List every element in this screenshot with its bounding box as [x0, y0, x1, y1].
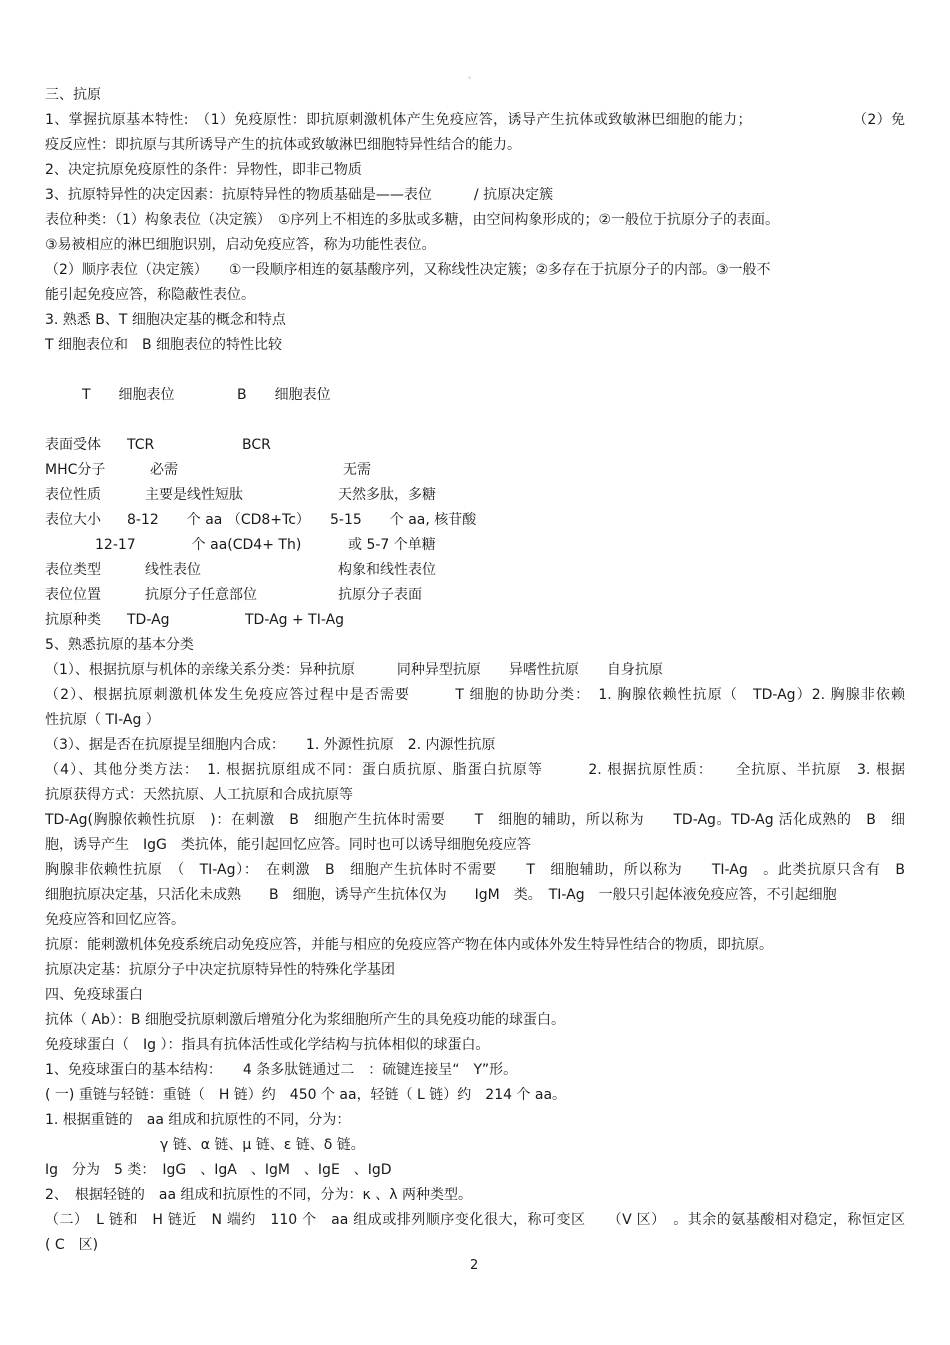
- text-line: （3）、据是否在抗原提呈细胞内合成： 1. 外源性抗原 2. 内源性抗原: [45, 737, 496, 753]
- heading-classification: 5、熟悉抗原的基本分类: [45, 637, 194, 653]
- text-line: 免疫应答和回忆应答。: [45, 912, 185, 928]
- page-number: 2: [470, 1258, 479, 1273]
- text-line: 3、抗原特异性的决定因素：抗原特异性的物质基础是——表位 / 抗原决定簇: [45, 187, 554, 203]
- table-cell: 或 5-7 个单糖: [348, 537, 436, 553]
- table-cell: 抗原种类: [45, 612, 101, 628]
- text-line: 免疫球蛋白（ Ig ）：指具有抗体活性或化学结构与抗体相似的球蛋白。: [45, 1037, 490, 1053]
- text-line: 1. 根据重链的 aa 组成和抗原性的不同，分为：: [45, 1112, 351, 1128]
- text-line: 抗体（ Ab）：B 细胞受抗原刺激后增殖分化为浆细胞所产生的具免疫功能的球蛋白。: [45, 1012, 565, 1028]
- text-line: 表位种类：（1）构象表位（决定簇） ①序列上不相连的多肽或多糖，由空间构象形成的；②一般位于抗原分子的表面。: [45, 212, 780, 228]
- text-line: 细胞抗原决定基，只活化未成熟 B 细胞，诱导产生抗体仅为 IgM 类。 TI-Ag 一般只引起体液免疫应答，不引起细胞: [45, 887, 837, 903]
- text-line: 2、 根据轻链的 aa 组成和抗原性的不同，分为：κ 、λ 两种类型。: [45, 1187, 472, 1203]
- text-line: （2）顺序表位（决定簇） ①一段顺序相连的氨基酸序列，又称线性决定簇；②多存在于抗原分子的内部。③一般不: [45, 262, 771, 278]
- table-cell: 表位性质: [45, 487, 101, 503]
- text-line: 2、决定抗原免疫原性的条件：异物性，即非己物质: [45, 162, 362, 178]
- top-mark: 。: [468, 71, 478, 81]
- text-line: ③易被相应的淋巴细胞识别，启动免疫应答，称为功能性表位。: [45, 237, 436, 253]
- table-cell: TCR: [127, 437, 155, 453]
- table-cell: MHC分子: [45, 462, 106, 478]
- text-line: （2）、根据抗原刺激机体发生免疫应答过程中是否需要 T 细胞的协助分类： 1. 胸腺依赖性抗原（ TD-Ag）2. 胸腺非依赖: [45, 687, 905, 703]
- table-cell: 表位大小: [45, 512, 101, 528]
- table-cell: 表位类型: [45, 562, 101, 578]
- text-line: 性抗原（ TI-Ag ）: [45, 712, 160, 728]
- text-line: 1、掌握抗原基本特性: （1）免疫原性：即抗原刺激机体产生免疫应答，诱导产生抗体或致敏淋巴细胞的能力； （2）免: [45, 112, 905, 128]
- table-cell: 12-17 个 aa(CD4+ Th): [95, 537, 302, 553]
- text-line: （1）、根据抗原与机体的亲缘关系分类：异种抗原 同种异型抗原 异嗜性抗原 自身抗原: [45, 662, 663, 678]
- table-header-t: T 细胞表位: [82, 387, 175, 403]
- text-line: γ 链、α 链、μ 链、ε 链、δ 链。: [160, 1137, 365, 1153]
- text-line: Ig 分为 5 类： IgG 、IgA 、IgM 、IgE 、IgD: [45, 1162, 392, 1178]
- table-cell: 主要是线性短肽: [145, 487, 243, 503]
- heading-immunoglobulin: 四、免疫球蛋白: [45, 987, 143, 1003]
- text-line: ( 一) 重链与轻链：重链（ H 链）约 450 个 aa，轻链（ L 链）约 214 个 aa。: [45, 1087, 567, 1103]
- table-cell: 表位位置: [45, 587, 101, 603]
- heading-antigen: 三、抗原: [45, 87, 101, 103]
- table-cell: 必需: [150, 462, 178, 478]
- table-cell: 抗原分子表面: [338, 587, 422, 603]
- table-cell: TD-Ag: [127, 612, 170, 628]
- text-line: 疫反应性：即抗原与其所诱导产生的抗体或致敏淋巴细胞特异性结合的能力。: [45, 137, 521, 153]
- text-line: 胸腺非依赖性抗原 （ TI-Ag）： 在刺激 B 细胞产生抗体时不需要 T 细胞辅助，所以称为 TI-Ag 。此类抗原只含有 B: [45, 862, 905, 878]
- text-line: 1、免疫球蛋白的基本结构： 4 条多肽链通过二 ：硫键连接呈“ Y”形。: [45, 1062, 518, 1078]
- table-cell: 8-12 个 aa （CD8+Tc）: [127, 512, 310, 528]
- text-line: 抗原决定基：抗原分子中决定抗原特异性的特殊化学基团: [45, 962, 395, 978]
- text-line: （二） L 链和 H 链近 N 端约 110 个 aa 组成或排列顺序变化很大，称可变区 （V 区） 。其余的氨基酸相对稳定，称恒定区: [45, 1212, 905, 1228]
- text-line: 能引起免疫应答，称隐蔽性表位。: [45, 287, 255, 303]
- table-cell: 无需: [343, 462, 371, 478]
- table-cell: 抗原分子任意部位: [145, 587, 257, 603]
- text-line: 抗原获得方式：天然抗原、人工抗原和合成抗原等: [45, 787, 353, 803]
- table-cell: 线性表位: [145, 562, 201, 578]
- table-cell: 构象和线性表位: [338, 562, 436, 578]
- table-cell: 天然多肽，多糖: [338, 487, 436, 503]
- text-line: （4）、其他分类方法： 1. 根据抗原组成不同：蛋白质抗原、脂蛋白抗原等 2. 根据抗原性质： 全抗原、半抗原 3. 根据: [45, 762, 905, 778]
- text-line: 3. 熟悉 B、T 细胞决定基的概念和特点: [45, 312, 286, 328]
- table-cell: TD-Ag + TI-Ag: [245, 612, 345, 628]
- table-header-b: B 细胞表位: [237, 387, 331, 403]
- table-cell: 5-15 个 aa, 核苷酸: [330, 512, 477, 528]
- text-line: 胞，诱导产生 IgG 类抗体，能引起回忆应答。同时也可以诱导细胞免疫应答: [45, 837, 531, 853]
- text-line: 抗原：能刺激机体免疫系统启动免疫应答，并能与相应的免疫应答产物在体内或体外发生特异性结合的物质，即抗原。: [45, 937, 773, 953]
- table-cell: BCR: [242, 437, 271, 453]
- text-line: ( C 区): [45, 1237, 99, 1253]
- table-cell: 表面受体: [45, 437, 101, 453]
- text-line: TD-Ag(胸腺依赖性抗原 )：在刺激 B 细胞产生抗体时需要 T 细胞的辅助，所以称为 TD-Ag。TD-Ag 活化成熟的 B 细: [45, 812, 905, 828]
- text-line: T 细胞表位和 B 细胞表位的特性比较: [45, 337, 283, 353]
